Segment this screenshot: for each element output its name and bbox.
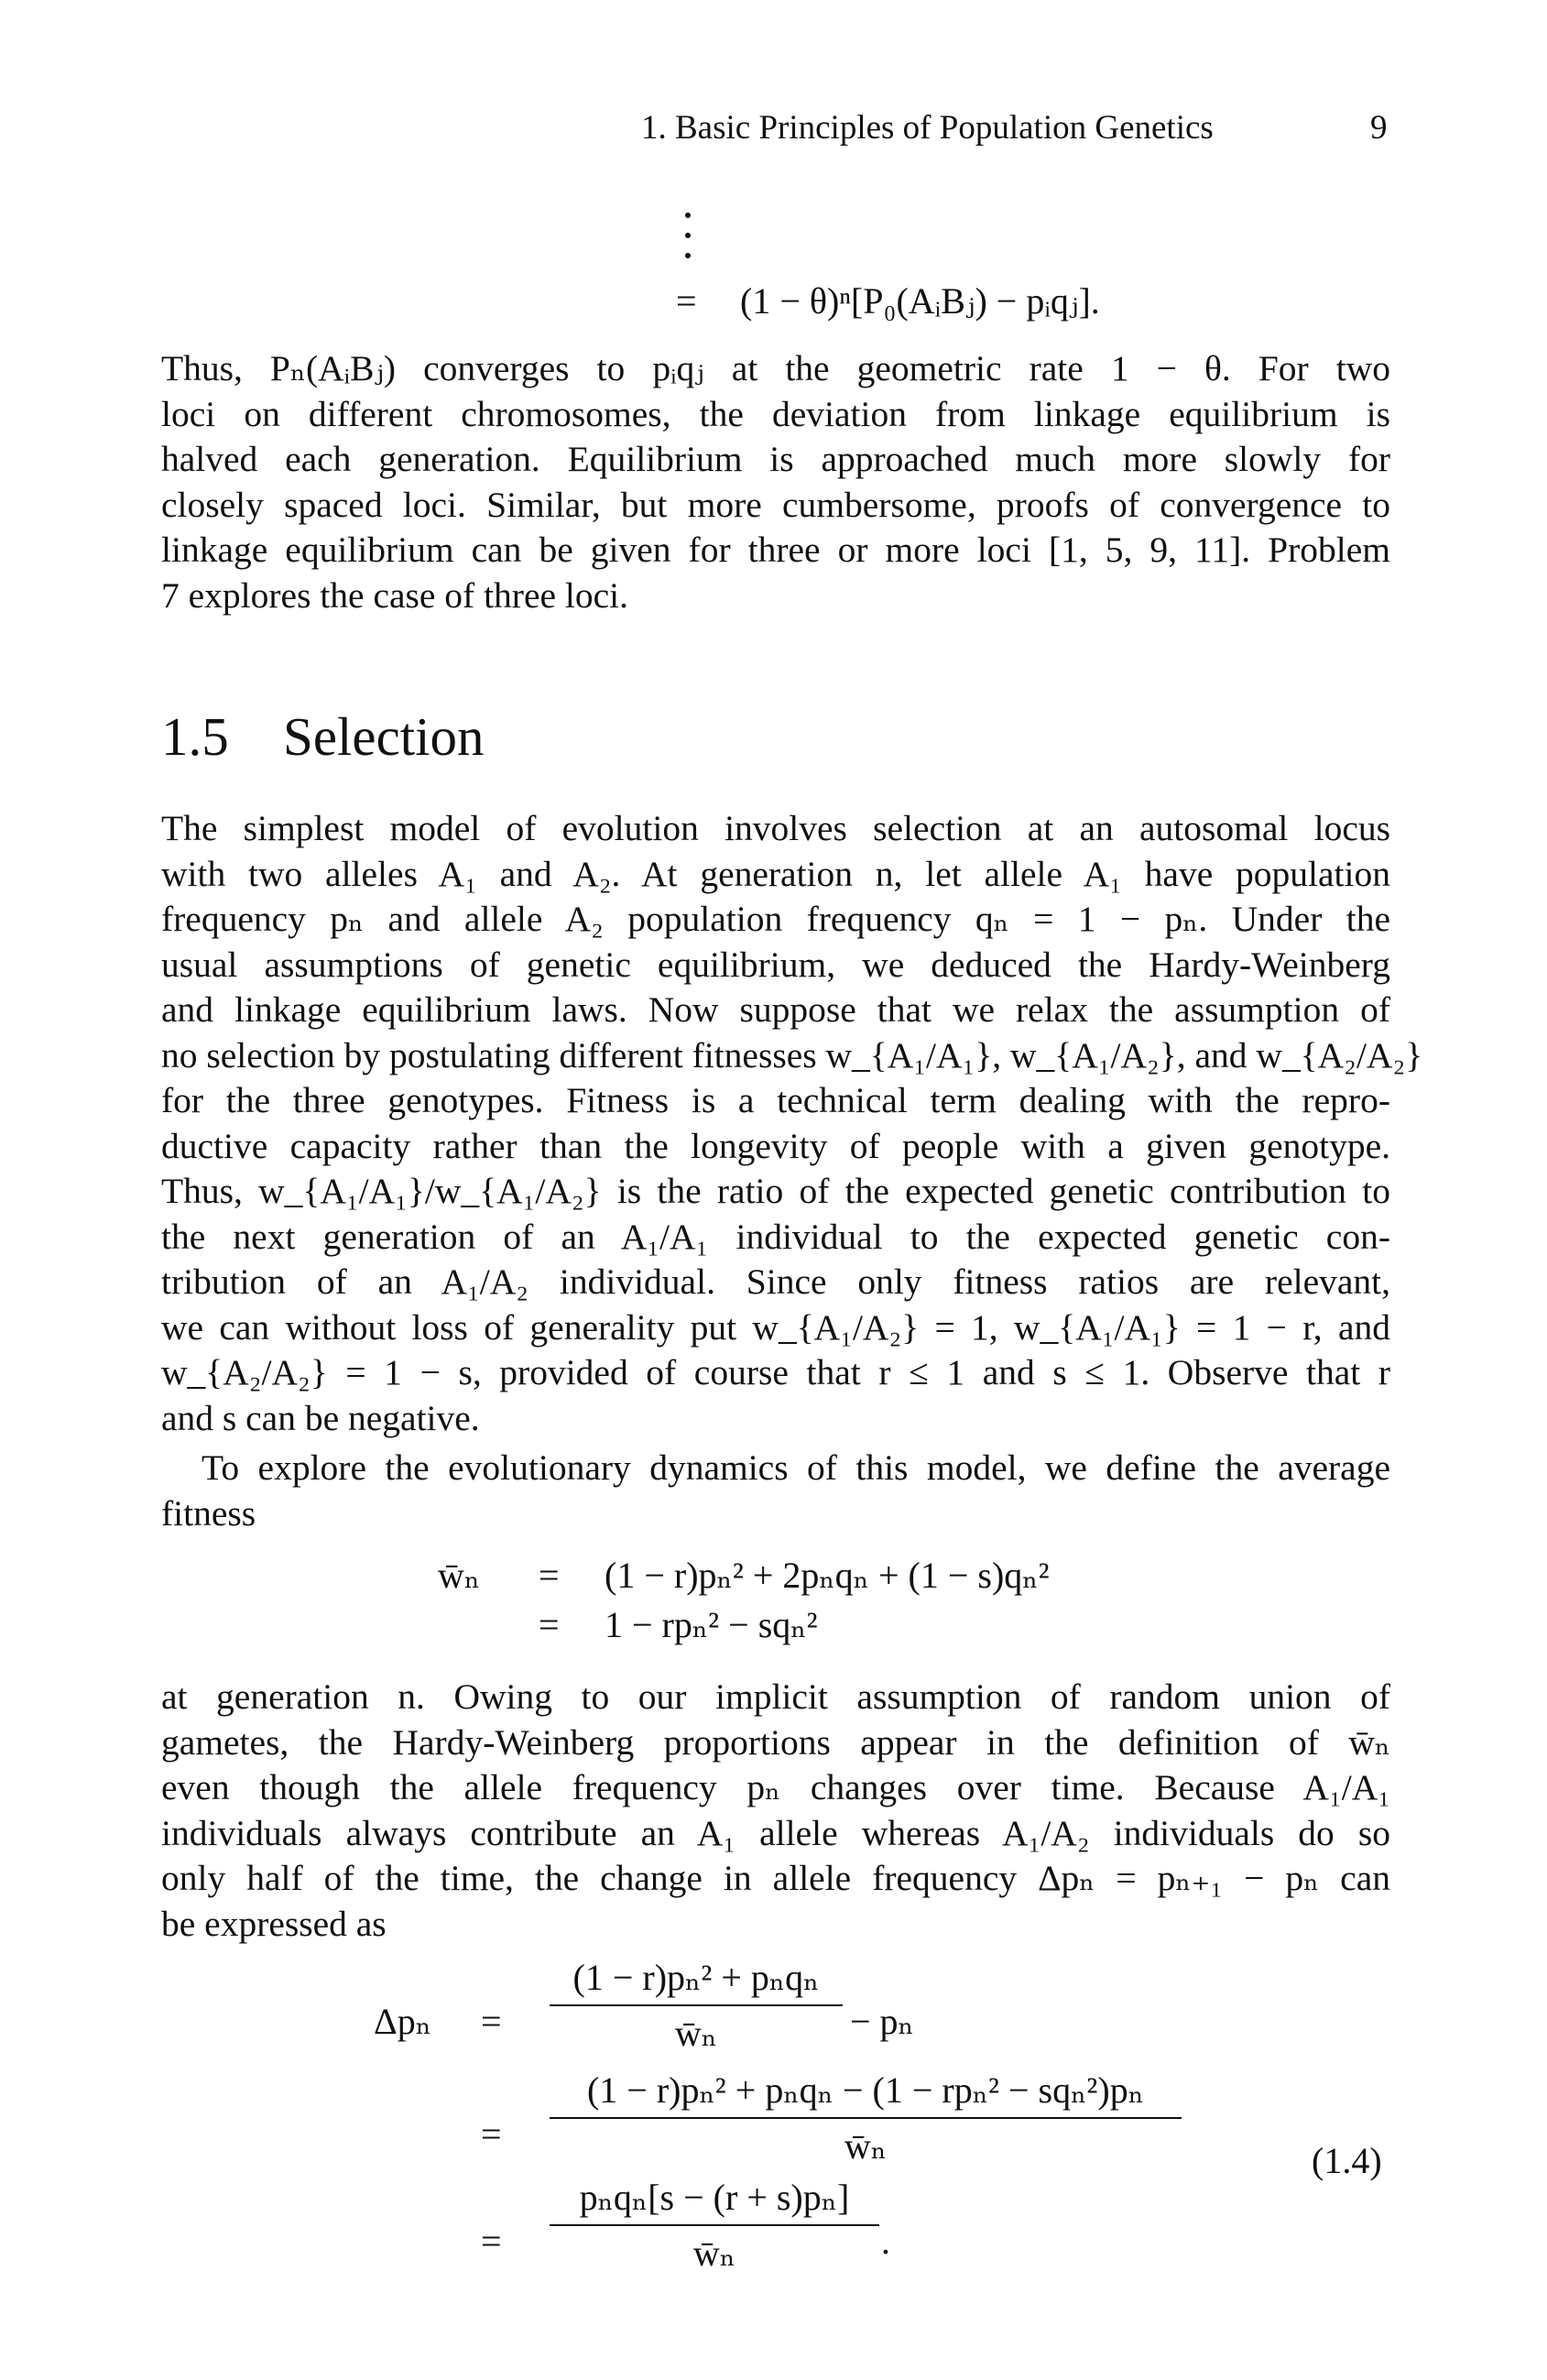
paragraph-allele-frequency-change (161, 1675, 1390, 1947)
fraction-1-numerator: (1 − r)pₙ² + pₙqₙ (572, 1957, 820, 1998)
text-line: we can without loss of generality put w_{A₁/A₂} = 1, w_{A₁/A₁} = 1 − r, and (161, 1306, 1390, 1348)
fraction-1-denominator: w̄ₙ (674, 2013, 718, 2054)
text-line: To explore the evolutionary dynamics of this model, we define the average (202, 1447, 1390, 1488)
section-number: 1.5 (161, 706, 229, 767)
text-line: usual assumptions of genetic equilibrium, we deduced the Hardy-Weinberg (161, 944, 1390, 985)
text-line: halved each generation. Equilibrium is approached much more slowly for (161, 439, 1390, 479)
fraction-2 (550, 2069, 1182, 2167)
text-line: and linkage equilibrium laws. Now suppose that we relax the assumption of (161, 989, 1390, 1030)
text-line: for the three genotypes. Fitness is a technical term dealing with the repro- (161, 1080, 1390, 1120)
fraction-bar (550, 2224, 879, 2226)
fraction-1-tail: − pₙ (850, 2001, 914, 2042)
wbar-equals-2: = (539, 1604, 560, 1645)
top-equation-rhs: (1 − θ)ⁿ[P₀(AᵢBⱼ) − pᵢqⱼ]. (740, 280, 1100, 322)
paragraph-average-fitness-intro (161, 1446, 1390, 1536)
text-line: gametes, the Hardy-Weinberg proportions appear in the definition of w̄ₙ (161, 1721, 1390, 1763)
fraction-2-denominator: w̄ₙ (844, 2125, 888, 2167)
vertical-ellipsis (683, 209, 692, 264)
text-line: the next generation of an A₁/A₁ individual to the expected genetic con- (161, 1216, 1390, 1257)
fraction-2-numerator: (1 − r)pₙ² + pₙqₙ − (1 − rpₙ² − sqₙ²)pₙ (586, 2069, 1145, 2111)
wbar-line-1: (1 − r)pₙ² + 2pₙqₙ + (1 − s)qₙ² (605, 1555, 1050, 1596)
fraction-bar (550, 2004, 843, 2006)
text-line: individuals always contribute an A₁ allele whereas A₁/A₂ individuals do so (161, 1812, 1390, 1853)
text-line: The simplest model of evolution involves selection at an autosomal locus (161, 808, 1390, 848)
text-line: fitness (161, 1492, 256, 1534)
text-line: frequency pₙ and allele A₂ population frequency qₙ = 1 − pₙ. Under the (161, 899, 1390, 939)
fraction-3-numerator: pₙqₙ[s − (r + s)pₙ] (579, 2177, 850, 2218)
delta-equals-3: = (481, 2221, 502, 2262)
fraction-bar (550, 2117, 1182, 2119)
text-line: loci on different chromosomes, the deviation from linkage equilibrium is (161, 393, 1390, 434)
text-line: be expressed as (161, 1903, 387, 1944)
text-line: Thus, w_{A₁/A₁}/w_{A₁/A₂} is the ratio of the expected genetic contribution to (161, 1171, 1390, 1211)
text-line: 7 explores the case of three loci. (161, 574, 628, 616)
section-title: Selection (283, 706, 485, 767)
text-line: only half of the time, the change in allele frequency Δpₙ = pₙ₊₁ − pₙ can (161, 1858, 1390, 1898)
text-line: no selection by postulating different fitnesses w_{A₁/A₁}, w_{A₁/A₂}, and w_{A₂/A₂} (161, 1034, 1423, 1075)
text-line: ductive capacity rather than the longevity of people with a given genotype. (161, 1125, 1390, 1166)
text-line: closely spaced loci. Similar, but more cumbersome, proofs of convergence to (161, 484, 1390, 525)
paragraph-selection-model (161, 806, 1423, 1441)
fraction-3-denominator: w̄ₙ (692, 2233, 736, 2274)
page-number: 9 (1370, 109, 1388, 147)
delta-equals-1: = (481, 2001, 502, 2042)
text-line: with two alleles A₁ and A₂. At generation n, let allele A₁ have population (161, 853, 1390, 894)
text-line: Thus, Pₙ(AᵢBⱼ) converges to pᵢqⱼ at the geometric rate 1 − θ. For two (161, 348, 1390, 388)
text-line: even though the allele frequency pₙ changes over time. Because A₁/A₁ (161, 1767, 1390, 1807)
delta-equals-2: = (481, 2113, 502, 2155)
text-line: at generation n. Owing to our implicit assumption of random union of (161, 1676, 1390, 1717)
text-line: w_{A₂/A₂} = 1 − s, provided of course that r ≤ 1 and s ≤ 1. Observe that r (161, 1352, 1390, 1392)
paragraph-linkage-convergence (161, 346, 1390, 618)
top-equation-equals: = (676, 280, 697, 322)
wbar-lhs: w̄ₙ (438, 1555, 481, 1596)
fraction-3-tail: . (881, 2221, 890, 2262)
fraction-1 (550, 1956, 843, 2055)
section-heading (161, 705, 485, 769)
delta-lhs: Δpₙ (374, 2001, 432, 2042)
fraction-3 (550, 2176, 879, 2275)
wbar-equals-1: = (539, 1555, 560, 1596)
text-line: linkage equilibrium can be given for three or more loci [1, 5, 9, 11]. Problem (161, 529, 1390, 570)
wbar-line-2: 1 − rpₙ² − sqₙ² (605, 1604, 818, 1645)
text-line: and s can be negative. (161, 1397, 480, 1438)
running-head: 1. Basic Principles of Population Genetics (641, 109, 1214, 147)
equation-number: (1.4) (1312, 2140, 1382, 2181)
text-line: tribution of an A₁/A₂ individual. Since only fitness ratios are relevant, (161, 1261, 1390, 1302)
